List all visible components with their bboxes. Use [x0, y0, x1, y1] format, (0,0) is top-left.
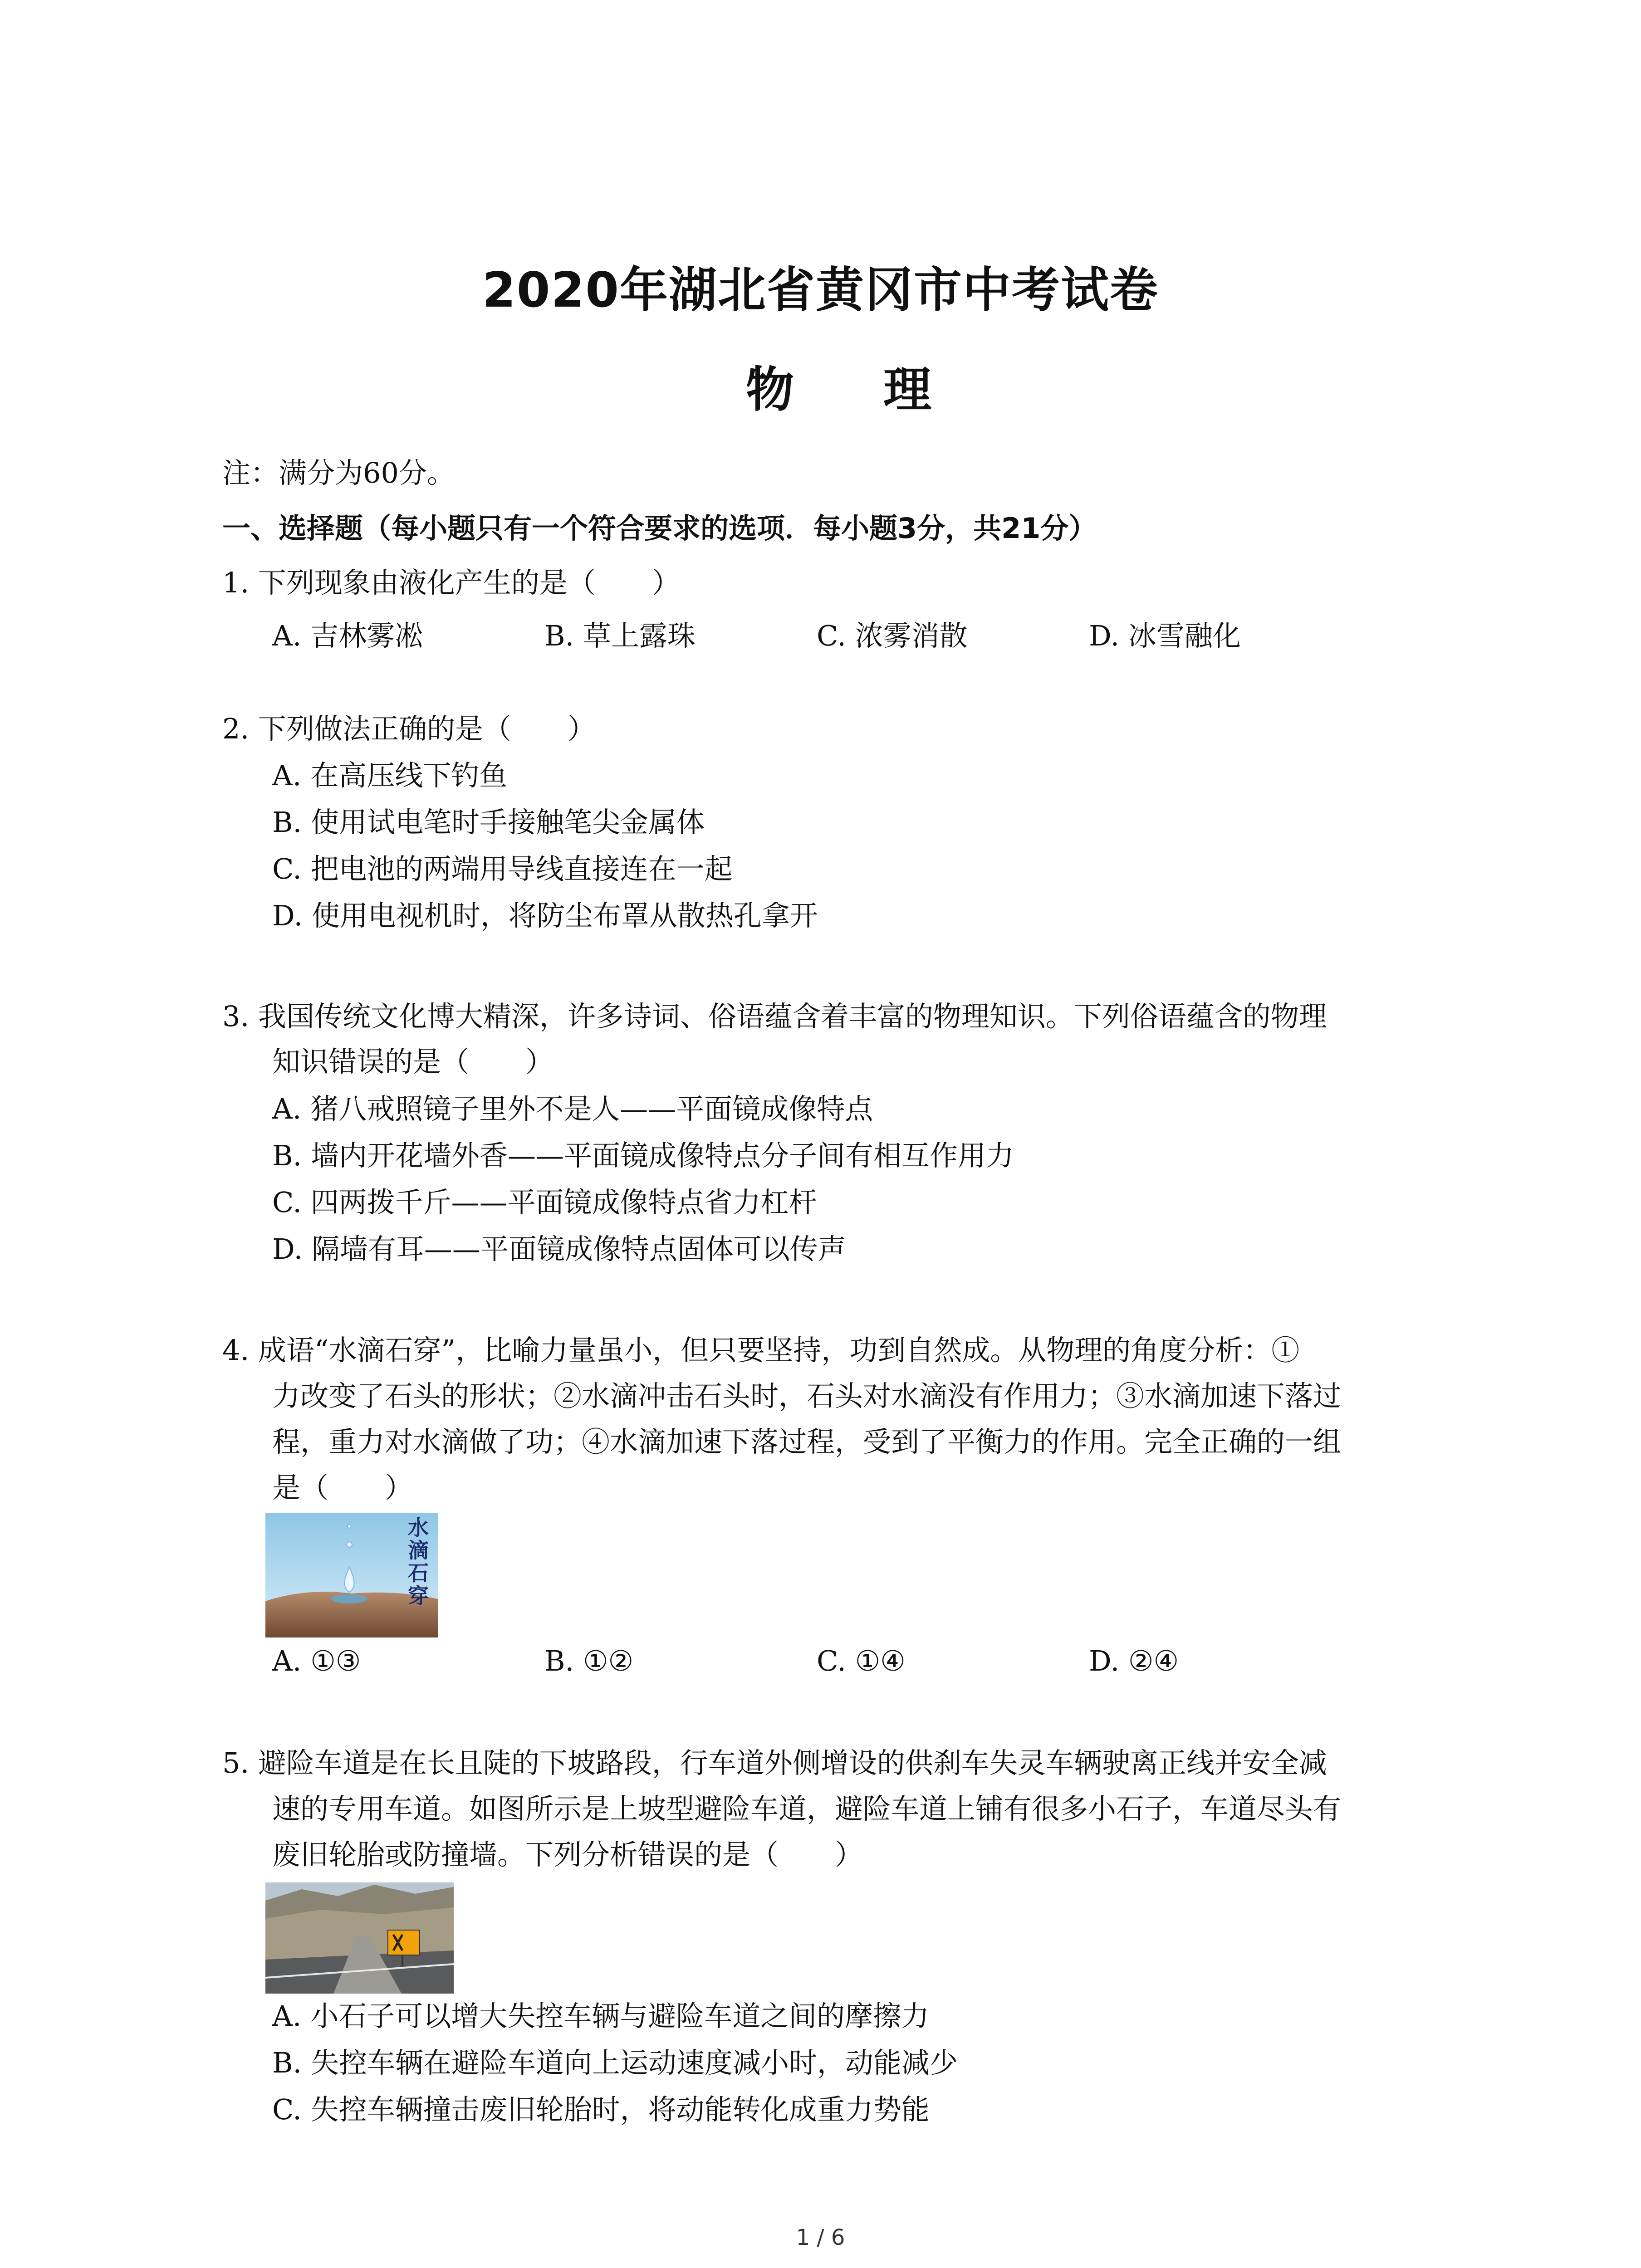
- question-2-option-d: D. 使用电视机时，将防尘布罩从散热孔拿开: [272, 899, 818, 932]
- question-3-option-c: C. 四两拨千斤——平面镜成像特点省力杠杆: [272, 1186, 817, 1219]
- question-1-stem: 1. 下列现象由液化产生的是（ ）: [222, 566, 680, 599]
- question-3-stem-line2: 知识错误的是（ ）: [272, 1045, 554, 1078]
- question-5-line2: 速的专用车道。如图所示是上坡型避险车道，避险车道上铺有很多小石子，车道尽头有: [272, 1792, 1342, 1825]
- question-2-option-c: C. 把电池的两端用导线直接连在一起: [272, 852, 733, 885]
- question-4-line3: 程，重力对水滴做了功；④水滴加速下落过程，受到了平衡力的作用。完全正确的一组: [272, 1425, 1342, 1458]
- question-2-option-b: B. 使用试电笔时手接触笔尖金属体: [272, 806, 705, 839]
- question-4-option-a: A. ①③: [272, 1644, 361, 1677]
- question-1-option-d: D. 冰雪融化: [1089, 619, 1241, 652]
- question-4-option-d: D. ②④: [1089, 1644, 1179, 1677]
- question-5-option-a: A. 小石子可以增大失控车辆与避险车道之间的摩擦力: [272, 1999, 930, 2033]
- question-5-option-c: C. 失控车辆撞击废旧轮胎时，将动能转化成重力势能: [272, 2093, 930, 2126]
- page-number: 1 / 6: [796, 2225, 845, 2250]
- question-4-option-c: C. ①④: [817, 1644, 906, 1677]
- question-2-stem: 2. 下列做法正确的是（ ）: [222, 712, 596, 745]
- subject-title: 物 理: [746, 362, 968, 418]
- question-4-option-b: B. ①②: [544, 1644, 634, 1677]
- question-1-option-c: C. 浓雾消散: [817, 619, 968, 652]
- section-heading: 一、选择题（每小题只有一个符合要求的选项．每小题3分，共21分）: [222, 512, 1097, 545]
- question-5-option-b: B. 失控车辆在避险车道向上运动速度减小时，动能减少: [272, 2046, 958, 2079]
- question-5-line3: 废旧轮胎或防撞墙。下列分析错误的是（ ）: [272, 1838, 863, 1871]
- question-3-stem-line1: 3. 我国传统文化博大精深，许多诗词、俗语蕴含着丰富的物理知识。下列俗语蕴含的物理: [222, 1000, 1327, 1033]
- question-3-option-a: A. 猪八戒照镜子里外不是人——平面镜成像特点: [272, 1092, 873, 1125]
- score-note: 注：满分为60分。: [222, 456, 455, 489]
- question-1-option-a: A. 吉林雾凇: [272, 619, 423, 652]
- question-1-option-b: B. 草上露珠: [544, 619, 696, 652]
- question-4-line2: 力改变了石头的形状；②水滴冲击石头时，石头对水滴没有作用力；③水滴加速下落过: [272, 1379, 1342, 1413]
- water-drop-image: [265, 1513, 438, 1637]
- water-drop-image-caption: 水滴石穿: [408, 1515, 429, 1608]
- question-2-option-a: A. 在高压线下钓鱼: [272, 759, 508, 792]
- question-5-line1: 5. 避险车道是在长且陡的下坡路段，行车道外侧增设的供刹车失灵车辆驶离正线并安全减: [222, 1746, 1327, 1779]
- escape-lane-image: [265, 1882, 454, 1994]
- question-4-line1: 4. 成语“水滴石穿”，比喻力量虽小，但只要坚持，功到自然成。从物理的角度分析：①: [222, 1334, 1300, 1367]
- question-3-option-d: D. 隔墙有耳——平面镜成像特点固体可以传声: [272, 1232, 846, 1266]
- exam-title: 2020年湖北省黄冈市中考试卷: [482, 262, 1159, 318]
- question-4-line4: 是（ ）: [272, 1471, 413, 1504]
- question-3-option-b: B. 墙内开花墙外香——平面镜成像特点分子间有相互作用力: [272, 1139, 1014, 1172]
